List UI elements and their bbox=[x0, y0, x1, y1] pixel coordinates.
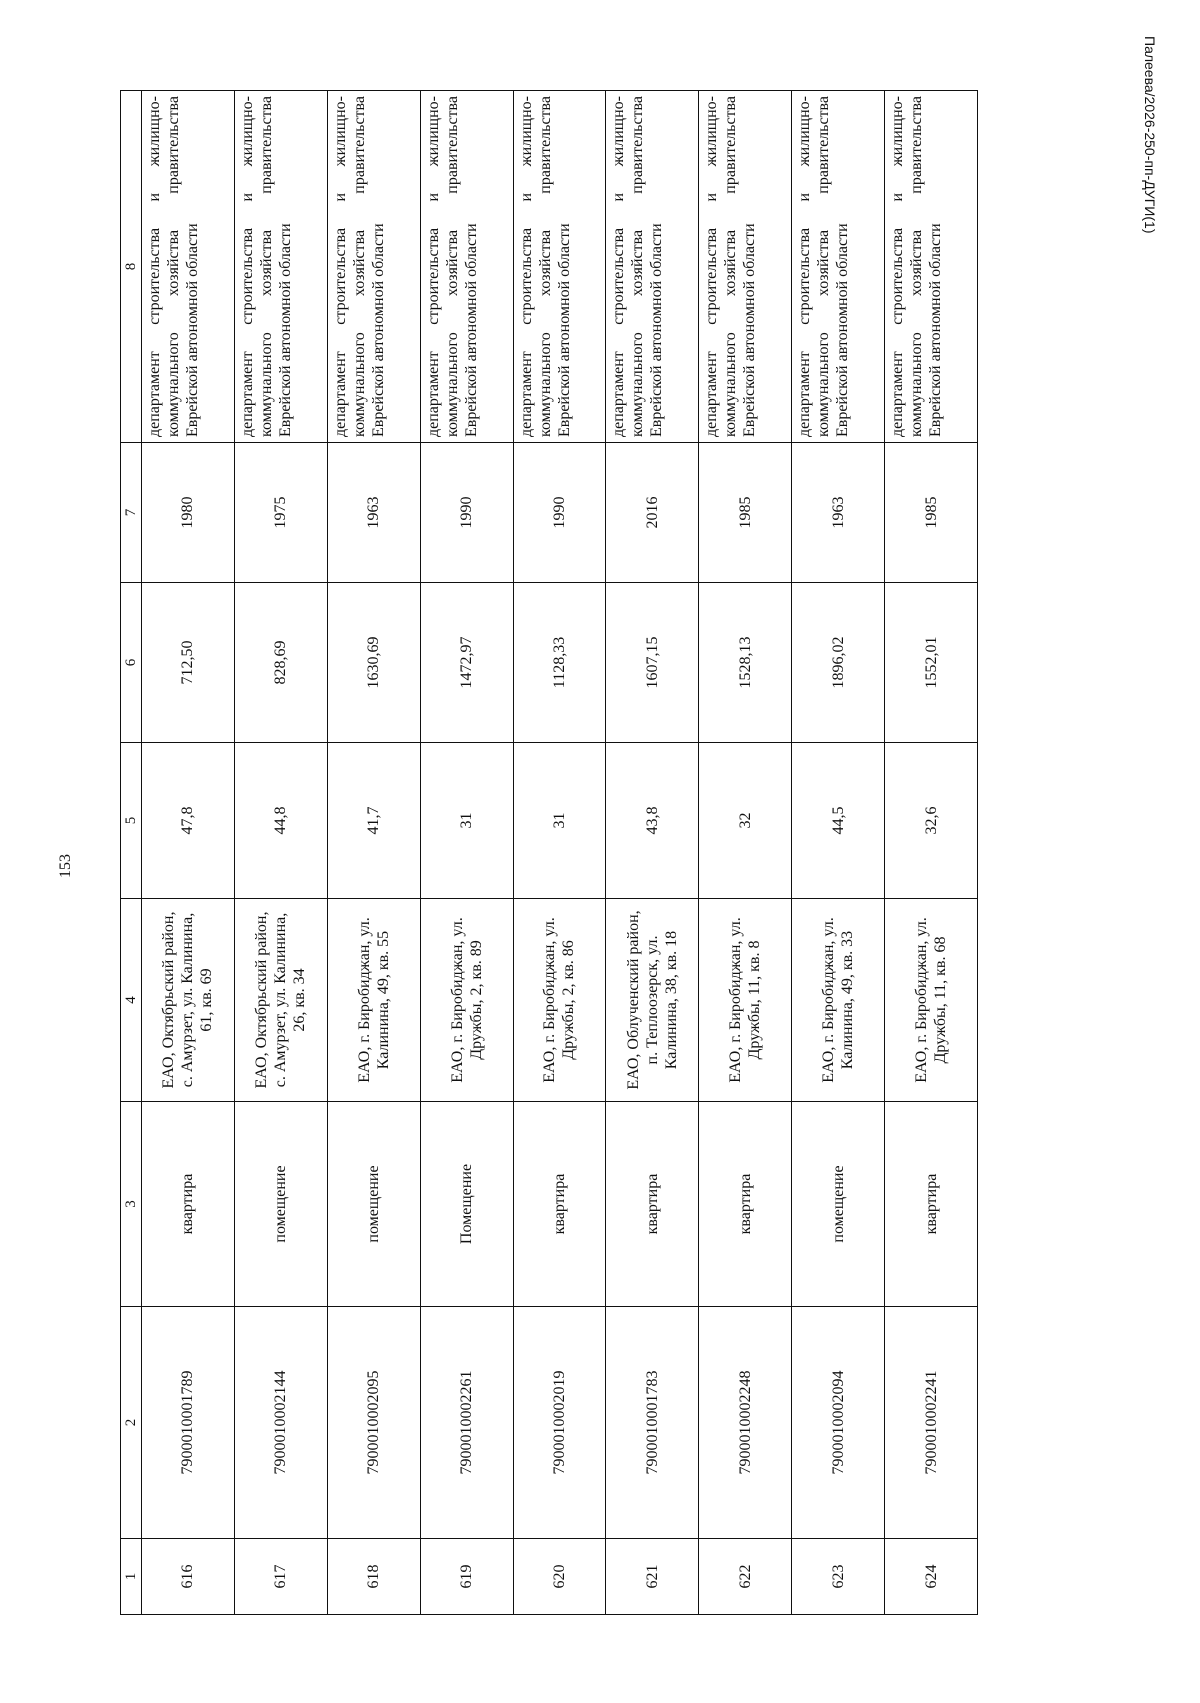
cell-address: ЕАО, г. Биробиджан, ул. Калинина, 49, кв. 55 bbox=[327, 899, 420, 1102]
cell-year: 1975 bbox=[234, 443, 327, 583]
cell-year: 1980 bbox=[142, 443, 235, 583]
cell-type: квартира bbox=[142, 1102, 235, 1307]
cell-number: 621 bbox=[606, 1539, 699, 1615]
cell-type: квартира bbox=[699, 1102, 792, 1307]
cell-address: ЕАО, г. Биробиджан, ул. Дружбы, 2, кв. 86 bbox=[513, 899, 606, 1102]
cell-area: 41,7 bbox=[327, 743, 420, 899]
cell-year: 1985 bbox=[885, 443, 978, 583]
cell-type: помещение bbox=[792, 1102, 885, 1307]
cell-value: 1128,33 bbox=[513, 583, 606, 743]
cell-area: 44,8 bbox=[234, 743, 327, 899]
table-row bbox=[792, 91, 885, 1615]
cell-cadastral-code: 7900010002094 bbox=[792, 1307, 885, 1539]
cell-area: 32,6 bbox=[885, 743, 978, 899]
table-row bbox=[699, 91, 792, 1615]
cell-holder: департамент строительства и жилищно-коммунального хозяйства правительства Еврейской автономной области bbox=[327, 91, 420, 443]
rotated-table-container bbox=[120, 91, 978, 1615]
column-header-7: 7 bbox=[121, 443, 142, 583]
column-header-6: 6 bbox=[121, 583, 142, 743]
cell-number: 617 bbox=[234, 1539, 327, 1615]
column-header-2: 2 bbox=[121, 1307, 142, 1539]
cell-value: 1472,97 bbox=[420, 583, 513, 743]
cell-holder: департамент строительства и жилищно-коммунального хозяйства правительства Еврейской автономной области bbox=[142, 91, 235, 443]
cell-value: 1896,02 bbox=[792, 583, 885, 743]
cell-number: 619 bbox=[420, 1539, 513, 1615]
document-reference: Палеева/2026-250-пп-ДУГИ(1) bbox=[1142, 36, 1158, 234]
table-row bbox=[142, 91, 235, 1615]
cell-holder: департамент строительства и жилищно-коммунального хозяйства правительства Еврейской автономной области bbox=[513, 91, 606, 443]
cell-area: 43,8 bbox=[606, 743, 699, 899]
cell-holder: департамент строительства и жилищно-коммунального хозяйства правительства Еврейской автономной области bbox=[885, 91, 978, 443]
cell-year: 1990 bbox=[420, 443, 513, 583]
cell-area: 47,8 bbox=[142, 743, 235, 899]
cell-holder: департамент строительства и жилищно-коммунального хозяйства правительства Еврейской автономной области bbox=[420, 91, 513, 443]
cell-type: квартира bbox=[513, 1102, 606, 1307]
page-number: 153 bbox=[57, 854, 74, 878]
cell-address: ЕАО, Октябрьский район, с. Амурзет, ул. Калинина, 61, кв. 69 bbox=[142, 899, 235, 1102]
cell-cadastral-code: 7900010002019 bbox=[513, 1307, 606, 1539]
cell-type: квартира bbox=[885, 1102, 978, 1307]
table-header-row bbox=[121, 91, 142, 1615]
cell-number: 618 bbox=[327, 1539, 420, 1615]
cell-area: 44,5 bbox=[792, 743, 885, 899]
cell-cadastral-code: 7900010002261 bbox=[420, 1307, 513, 1539]
table-row bbox=[420, 91, 513, 1615]
cell-cadastral-code: 7900010001789 bbox=[142, 1307, 235, 1539]
cell-number: 623 bbox=[792, 1539, 885, 1615]
cell-holder: департамент строительства и жилищно-коммунального хозяйства правительства Еврейской автономной области bbox=[606, 91, 699, 443]
table-row bbox=[885, 91, 978, 1615]
column-header-8: 8 bbox=[121, 91, 142, 443]
cell-type: помещение bbox=[234, 1102, 327, 1307]
cell-address: ЕАО, Октябрьский район, с. Амурзет, ул. Калинина, 26, кв. 34 bbox=[234, 899, 327, 1102]
table-row bbox=[513, 91, 606, 1615]
table-row bbox=[234, 91, 327, 1615]
cell-cadastral-code: 7900010002144 bbox=[234, 1307, 327, 1539]
table-wrapper bbox=[120, 91, 978, 1615]
cell-year: 1990 bbox=[513, 443, 606, 583]
cell-number: 616 bbox=[142, 1539, 235, 1615]
column-header-5: 5 bbox=[121, 743, 142, 899]
cell-holder: департамент строительства и жилищно-коммунального хозяйства правительства Еврейской автономной области bbox=[699, 91, 792, 443]
cell-value: 1630,69 bbox=[327, 583, 420, 743]
cell-holder: департамент строительства и жилищно-коммунального хозяйства правительства Еврейской автономной области bbox=[234, 91, 327, 443]
property-register-table bbox=[120, 90, 978, 1615]
cell-value: 828,69 bbox=[234, 583, 327, 743]
cell-year: 1985 bbox=[699, 443, 792, 583]
cell-address: ЕАО, г. Биробиджан, ул. Дружбы, 11, кв. 8 bbox=[699, 899, 792, 1102]
cell-value: 1552,01 bbox=[885, 583, 978, 743]
cell-address: ЕАО, г. Биробиджан, ул. Дружбы, 11, кв. 68 bbox=[885, 899, 978, 1102]
cell-address: ЕАО, г. Биробиджан, ул. Калинина, 49, кв. 33 bbox=[792, 899, 885, 1102]
cell-area: 32 bbox=[699, 743, 792, 899]
column-header-1: 1 bbox=[121, 1539, 142, 1615]
table-row bbox=[606, 91, 699, 1615]
cell-holder: департамент строительства и жилищно-коммунального хозяйства правительства Еврейской автономной области bbox=[792, 91, 885, 443]
cell-type: квартира bbox=[606, 1102, 699, 1307]
table-body bbox=[142, 91, 978, 1615]
cell-cadastral-code: 7900010002095 bbox=[327, 1307, 420, 1539]
cell-year: 2016 bbox=[606, 443, 699, 583]
cell-number: 622 bbox=[699, 1539, 792, 1615]
table-row bbox=[327, 91, 420, 1615]
cell-year: 1963 bbox=[327, 443, 420, 583]
cell-type: помещение bbox=[327, 1102, 420, 1307]
cell-type: Помещение bbox=[420, 1102, 513, 1307]
column-header-3: 3 bbox=[121, 1102, 142, 1307]
cell-value: 712,50 bbox=[142, 583, 235, 743]
cell-area: 31 bbox=[513, 743, 606, 899]
cell-area: 31 bbox=[420, 743, 513, 899]
cell-address: ЕАО, Облученский район, п. Теплоозерск, ул. Калинина, 38, кв. 18 bbox=[606, 899, 699, 1102]
cell-value: 1528,13 bbox=[699, 583, 792, 743]
column-header-4: 4 bbox=[121, 899, 142, 1102]
cell-cadastral-code: 7900010001783 bbox=[606, 1307, 699, 1539]
cell-year: 1963 bbox=[792, 443, 885, 583]
cell-cadastral-code: 7900010002241 bbox=[885, 1307, 978, 1539]
cell-value: 1607,15 bbox=[606, 583, 699, 743]
cell-number: 620 bbox=[513, 1539, 606, 1615]
cell-number: 624 bbox=[885, 1539, 978, 1615]
cell-cadastral-code: 7900010002248 bbox=[699, 1307, 792, 1539]
cell-address: ЕАО, г. Биробиджан, ул. Дружбы, 2, кв. 89 bbox=[420, 899, 513, 1102]
